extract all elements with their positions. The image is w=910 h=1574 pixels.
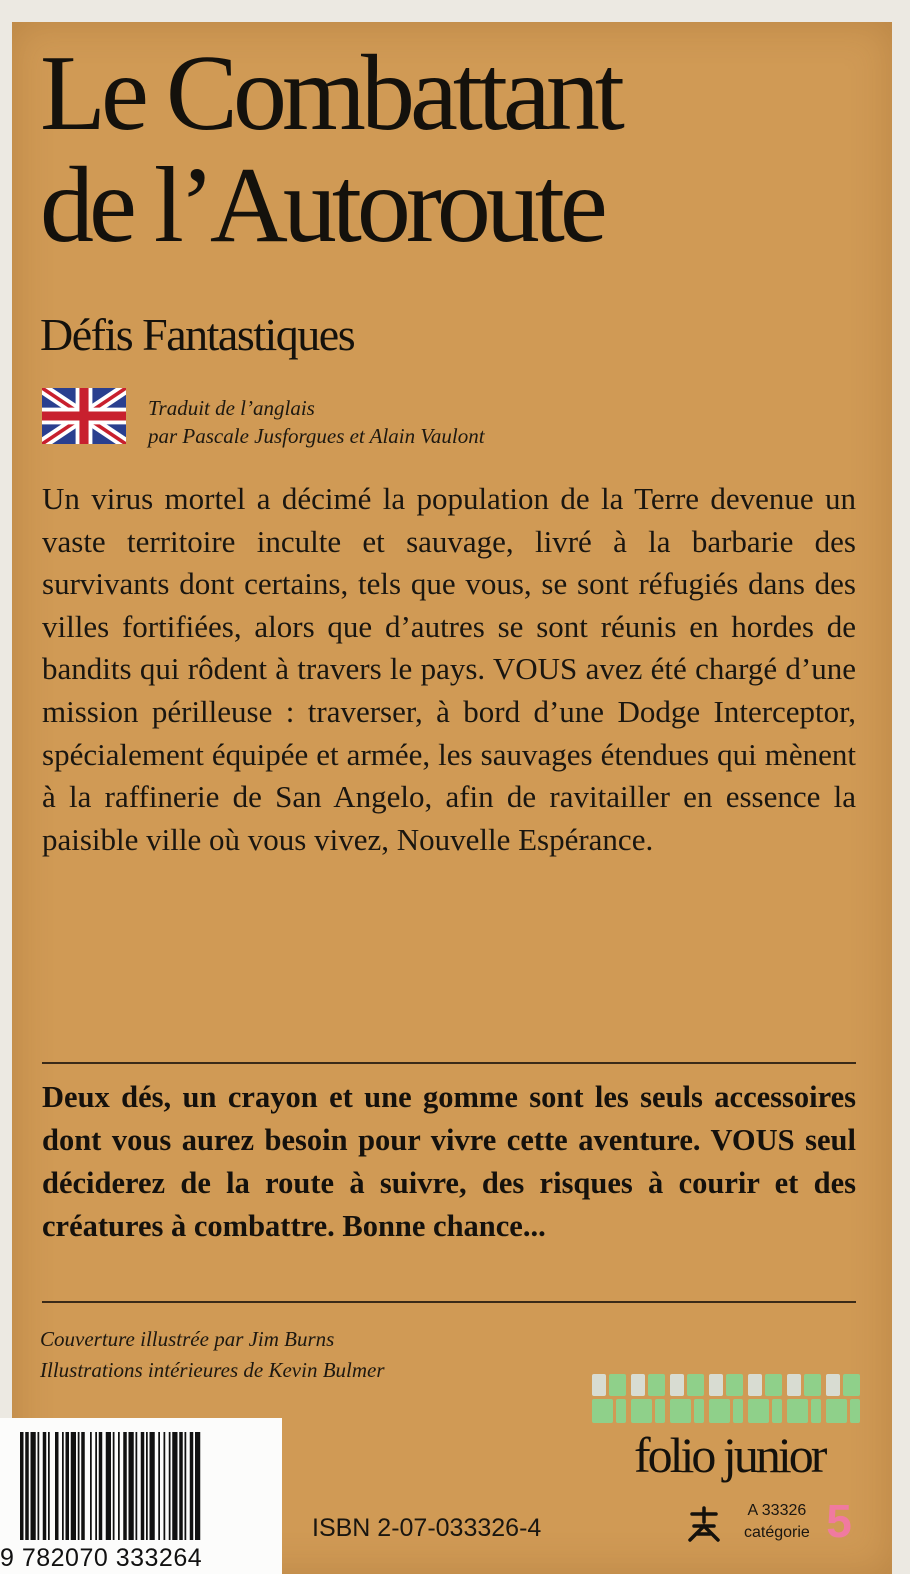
translation-line-1: Traduit de l’anglais — [148, 396, 315, 420]
credit-line-2: Illustrations intérieures de Kevin Bulmer — [40, 1358, 385, 1382]
code-number: A 33326 — [747, 1502, 807, 1519]
barcode-label — [0, 1418, 282, 1574]
illustration-credits — [40, 1324, 385, 1386]
translation-line-2: par Pascale Jusforgues et Alain Vaulont — [148, 424, 485, 448]
folio-pattern-icon — [590, 1370, 862, 1426]
book-title — [40, 34, 620, 265]
category-label: catégorie — [744, 1524, 810, 1541]
title-line-1: Le Combattant — [40, 34, 620, 153]
collection-logo: folio junior — [634, 1427, 825, 1483]
translation-credit — [148, 394, 485, 450]
catalog-code — [744, 1500, 810, 1544]
publisher-mark-icon — [684, 1504, 724, 1544]
game-instructions: Deux dés, un crayon et une gomme sont les seuls accessoires dont vous aurez besoin pour vivre cette aventure. VOUS seul déciderez de la route à suivre, des risques à courir et des créatures à combattre. Bonne chance... — [42, 1080, 856, 1243]
isbn: ISBN 2-07-033326-4 — [312, 1514, 542, 1542]
divider-bottom — [42, 1301, 856, 1303]
union-jack-flag-icon — [42, 388, 126, 444]
title-line-2: de l’Autoroute — [40, 146, 603, 265]
series-name: Défis Fantastiques — [40, 309, 355, 360]
category-number: 5 — [826, 1495, 852, 1547]
blurb-text: Un virus mortel a décimé la population de la Terre devenue un vaste territoire inculte et sauvage, livré à la barbarie des survivants dont certains, tels que vous, se sont réfugiés dans des villes fortifiées, alors que d’autres se sont réunis en hordes de bandits qui rôdent à travers le pays. VOUS avez été chargé d’une mission périlleuse : traverser, à bord d’une Dodge Interceptor, spécialement équipée et armée, les sauvages étendues qui mènent à la raffinerie de San Angelo, afin de ravitailler en essence la paisible ville où vous vivez, Nouvelle Espérance. — [42, 481, 856, 857]
divider-top — [42, 1062, 856, 1064]
barcode-icon — [18, 1432, 264, 1542]
barcode-number: 9 782070 333264 — [0, 1544, 203, 1572]
credit-line-1: Couverture illustrée par Jim Burns — [40, 1327, 335, 1351]
